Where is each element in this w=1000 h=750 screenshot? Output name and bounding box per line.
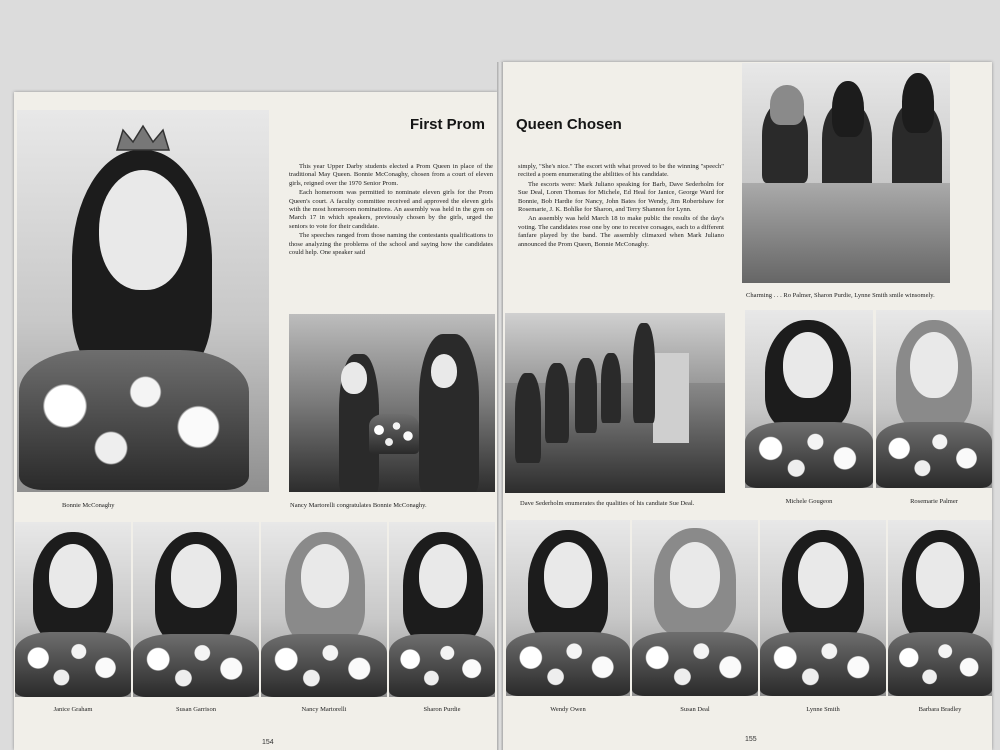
- right-paragraph-1: simply, "She's nice." The escort with what proved to be the winning "speech" recited a poem enumerating the abilities of his candidate.: [518, 163, 724, 179]
- page-gutter: [497, 62, 503, 750]
- right-paragraph-2: The escorts were: Mark Juliano speaking for Barb, Dave Sederholm for Sue Deal, Loren Thomas for Michele, Ed Heal for Janice, George Ward for Bonnie, Bob Hardie for Nancy, John Bates for Wendy, Jim Robertshaw for Rosemarie, J. K. Bohlke for Sharon, and Terry Shannon for Lynn.: [518, 180, 724, 214]
- left-paragraph-1: This year Upper Darby students elected a Prom Queen in place of the traditional May Queen. Bonnie McConaghy, chosen from a court of eleven girls, reigned over the 1970 Senior Prom.: [289, 163, 493, 187]
- caption-sharon: Sharon Purdie: [423, 706, 461, 713]
- caption-rosemarie: Rosemarie Palmer: [910, 498, 958, 505]
- right-title: Queen Chosen: [516, 116, 622, 133]
- portrait-michele: [745, 310, 873, 488]
- portrait-rosemarie: [876, 310, 992, 488]
- caption-barbara: Barbara Bradley: [918, 706, 962, 713]
- left-title: First Prom: [410, 116, 486, 133]
- queen-photo: [17, 110, 269, 492]
- portrait-lynne: [760, 520, 886, 696]
- congratulations-caption: Nancy Martorelli congratulates Bonnie McConaghy.: [290, 502, 427, 509]
- speech-caption: Dave Sederholm enumerates the qualities of his candiate Sue Deal.: [520, 500, 695, 507]
- speech-photo: [505, 313, 725, 493]
- charming-photo: [742, 63, 950, 283]
- charming-caption: Charming . . . Ro Palmer, Sharon Purdie, Lynne Smith smile winsomely.: [746, 292, 935, 299]
- caption-wendy: Wendy Owen: [550, 706, 586, 713]
- portrait-janice: [15, 522, 131, 697]
- crown-icon: [113, 124, 173, 154]
- congratulations-photo: [289, 314, 495, 492]
- portrait-susan-garrison: [133, 522, 259, 697]
- left-paragraph-3: The speeches ranged from those naming the contestants qualifications to those analyzing the problems of the school and saying how the candidates could help. One speaker said: [289, 232, 493, 257]
- portrait-sharon: [389, 522, 495, 697]
- caption-susan-deal: Susan Deal: [680, 706, 710, 713]
- caption-lynne: Lynne Smith: [806, 706, 840, 713]
- queen-caption: Bonnie McConaghy: [62, 502, 115, 509]
- right-page-number: 155: [745, 736, 757, 743]
- caption-janice: Janice Graham: [53, 706, 93, 713]
- portrait-wendy: [506, 520, 630, 696]
- caption-michele: Michele Gougeon: [785, 498, 833, 505]
- portrait-barbara: [888, 520, 992, 696]
- caption-susan-garrison: Susan Garrison: [176, 706, 216, 713]
- portrait-susan-deal: [632, 520, 758, 696]
- right-paragraph-3: An assembly was held March 18 to make public the results of the day's voting. The candidates rose one by one to receive corsages, each to a different fanfare played by the band. The assembly climaxed when Mark Juliano announced the Prom Queen, Bonnie McConaghy.: [518, 215, 724, 248]
- article-left-text: [289, 163, 493, 258]
- article-right-text: [518, 163, 724, 250]
- left-paragraph-2: Each homeroom was permitted to nominate eleven girls for the Prom Queen's court. A faculty committee received and approved the eleven girls with the most homeroom nominations. An assembly was held in the gym on March 17 in which speakers, previously chosen by the girls, urged the seniors to vote for their candidate.: [289, 189, 493, 230]
- portrait-nancy: [261, 522, 387, 697]
- left-page-number: 154: [262, 739, 274, 746]
- caption-nancy: Nancy Martorelli: [301, 706, 347, 713]
